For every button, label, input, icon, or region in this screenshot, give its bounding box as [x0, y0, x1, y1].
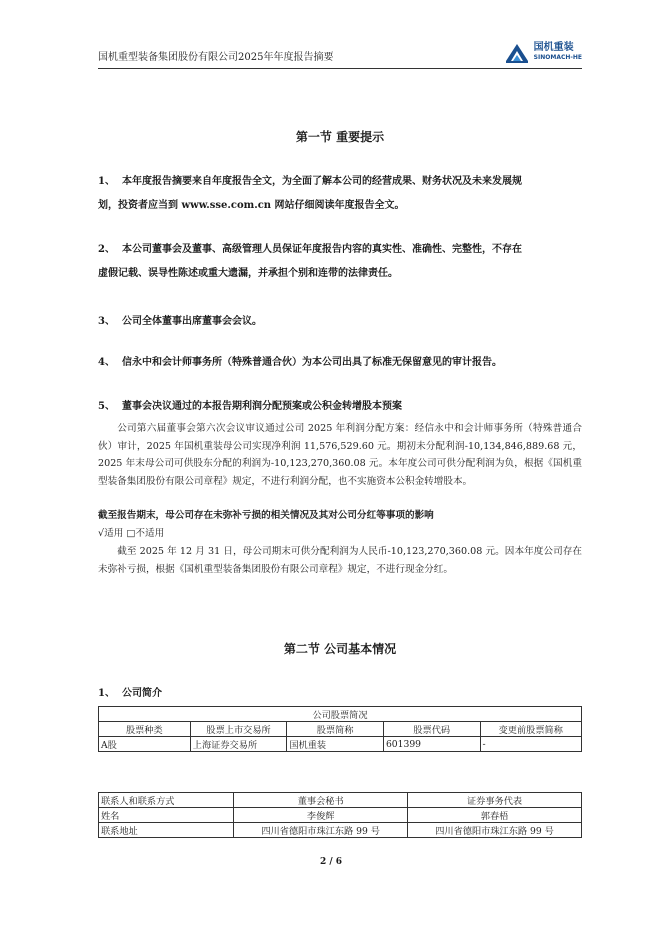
table-row: [99, 737, 582, 752]
table-row: [99, 808, 582, 823]
item-5: [98, 395, 582, 419]
contact-info-table: [98, 792, 582, 838]
item-4: [98, 351, 582, 375]
table-header-row: [99, 722, 582, 737]
table-header: 董事会秘书: [234, 793, 408, 808]
table-cell: 四川省德阳市珠江东路 99 号: [408, 823, 582, 838]
table-cell: -: [480, 737, 581, 752]
table-cell: A股: [99, 737, 191, 752]
item-number: 5、: [98, 401, 115, 412]
table-header: 股票代码: [383, 722, 480, 737]
page-number: 2 / 6: [319, 857, 343, 867]
logo-chinese-name: 国机重装: [533, 42, 574, 53]
table-cell: 601399: [383, 737, 480, 752]
item-text: 董事会决议通过的本报告期利润分配预案或公积金转增股本预案: [122, 401, 402, 412]
item-2: [98, 238, 582, 286]
table-header: 变更前股票简称: [480, 722, 581, 737]
item-1: [98, 170, 582, 218]
table-header: 联系人和联系方式: [99, 793, 234, 808]
table-header-row: [99, 793, 582, 808]
item-number: 1、: [98, 176, 115, 187]
item-number: 3、: [98, 316, 115, 327]
item-3: [98, 310, 582, 334]
item-text: 信永中和会计师事务所（特殊普通合伙）为本公司出具了标准无保留意见的审计报告。: [122, 357, 502, 368]
item-text: 公司全体董事出席董事会会议。: [122, 316, 262, 327]
section1-title: 第一节 重要提示: [295, 130, 385, 144]
table-cell: 郭春梧: [408, 808, 582, 823]
table-header: 股票上市交易所: [190, 722, 287, 737]
header-title: 国机重型装备集团股份有限公司2025年年度报告摘要: [98, 52, 334, 63]
item-text: 本公司董事会及董事、高级管理人员保证年度报告内容的真实性、准确性、完整性，不存在: [122, 244, 522, 255]
table-cell: 联系地址: [99, 823, 234, 838]
table-caption: 公司股票简况: [99, 707, 582, 722]
item-text-continued: 虚假记载、误导性陈述或重大遗漏，并承担个别和连带的法律责任。: [98, 268, 398, 279]
table-cell: 上海证券交易所: [190, 737, 287, 752]
subsection-company-profile: [98, 682, 582, 706]
item-text: 本年度报告摘要来自年度报告全文，为全面了解本公司的经营成果、财务状况及未来发展规: [122, 176, 522, 187]
table-header: 证券事务代表: [408, 793, 582, 808]
item-text-continued: 划，投资者应当到 www.sse.com.cn 网站仔细阅读年度报告全文。: [98, 200, 405, 211]
item-number: 2、: [98, 244, 115, 255]
table-header: 股票种类: [99, 722, 191, 737]
table-cell: 李俊辉: [234, 808, 408, 823]
table-cell: 四川省德阳市珠江东路 99 号: [234, 823, 408, 838]
table-header: 股票简称: [287, 722, 384, 737]
table-cell: 国机重装: [287, 737, 384, 752]
item-text: 公司简介: [122, 688, 162, 699]
company-logo: [504, 40, 582, 64]
page-header: [98, 40, 582, 69]
unrecovered-loss-heading: 截至报告期末，母公司存在未弥补亏损的相关情况及其对公司分红等事项的影响: [98, 510, 434, 521]
stock-info-table: [98, 706, 582, 752]
applicable-checkbox-line: √适用 □不适用: [98, 528, 165, 539]
section2-title: 第二节 公司基本情况: [283, 642, 397, 656]
item-number: 4、: [98, 357, 115, 368]
item-number: 1、: [98, 688, 115, 699]
table-row: [99, 823, 582, 838]
table-cell: 姓名: [99, 808, 234, 823]
unrecovered-loss-text: 截至 2025 年 12 月 31 日，母公司期末可供分配利润为人民币-10,123,270,360.08 元。因本年度公司存在未弥补亏损，根据《国机重型装备集团股份有限公司章程》规定，不进行现金分红。: [98, 546, 582, 575]
profit-distribution-plan: 公司第六届董事会第六次会议审议通过公司 2025 年利润分配方案：经信永中和会计师事务所（特殊普通合伙）审计，2025 年国机重装母公司实现净利润 11,576,529.60 元。期初未分配利润-10,134,846,889.68 元，2025 年末母公司可供股东分配的利润为-10,123,270,360.08 元。本年度公司可供分配利润为负，根据《国机重型装备集团股份有限公司章程》规定，不进行利润分配，也不实施资本公积金转增股本。: [98, 423, 582, 487]
logo-mark-icon: [504, 41, 530, 63]
logo-english-name: SINOMACH-HE: [533, 54, 582, 61]
